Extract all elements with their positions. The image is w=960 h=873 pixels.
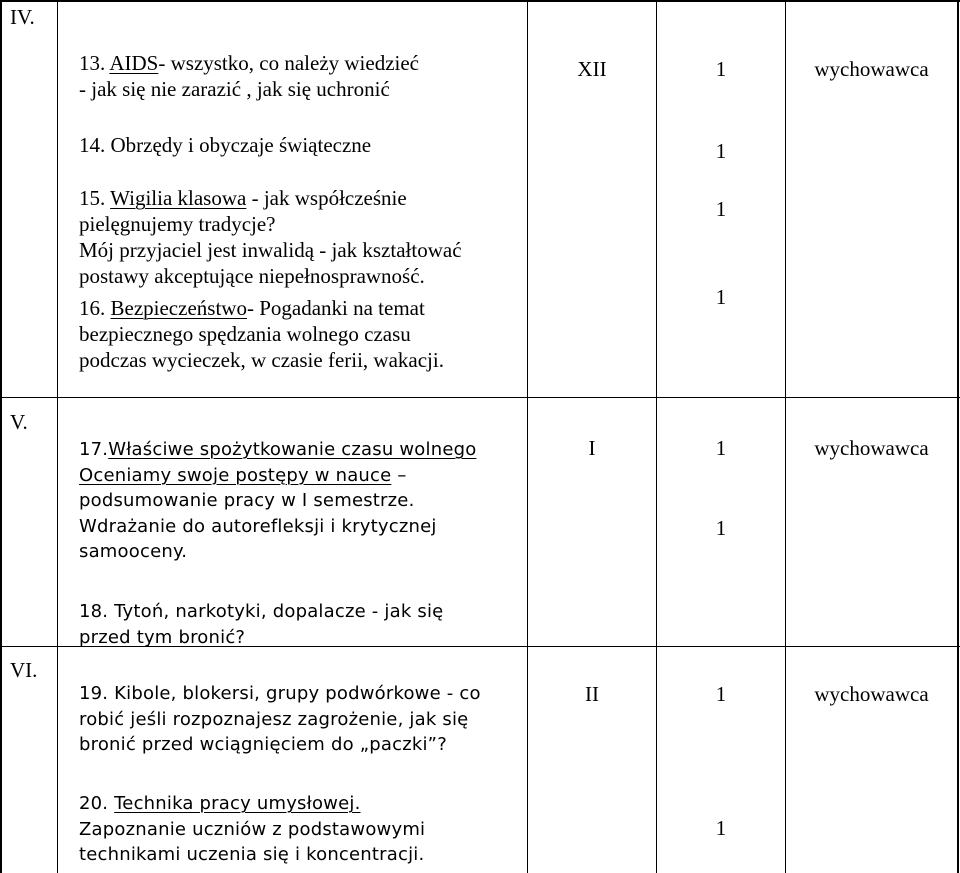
section-label-vi: VI.: [10, 658, 38, 682]
month-ii: II: [585, 682, 599, 706]
hours-15: 1: [715, 197, 727, 221]
topic-16: 16. Bezpieczeństwo- Pogadanki na temat bezpiecznego spędzania wolnego czasu podczas wycieczek, w czasie ferii, wakacji.: [79, 296, 444, 372]
section-label-v: V.: [10, 410, 28, 434]
topic-14: 14. Obrzędy i obyczaje świąteczne: [79, 133, 372, 157]
section-label-iv: IV.: [10, 5, 35, 29]
topic-13: 13. AIDS- wszystko, co należy wiedzieć - jak się nie zarazić , jak się uchronić: [79, 51, 420, 101]
month-xii: XII: [577, 57, 607, 81]
hours-16: 1: [715, 285, 727, 309]
table-left-border: [0, 0, 2, 873]
hours-19: 1: [715, 682, 727, 706]
teacher-vi: wychowawca: [814, 682, 929, 706]
column-divider-1: [57, 0, 58, 873]
teacher-v: wychowawca: [814, 436, 929, 460]
topic-18: 18. Tytoń, narkotyki, dopalacze - jak się przed tym bronić?: [79, 601, 444, 648]
month-i: I: [588, 436, 596, 460]
hours-17b: 1: [715, 516, 727, 540]
table-right-border: [957, 0, 959, 873]
hours-20: 1: [715, 816, 727, 840]
teacher-iv: wychowawca: [814, 57, 929, 81]
topic-17: 17.Właściwe spożytkowanie czasu wolnego Oceniamy swoje postępy w nauce – podsumowanie pracy w I semestrze. Wdrażanie do autorefleksji i krytycznej samooceny.: [79, 439, 477, 562]
hours-17: 1: [715, 436, 727, 460]
hours-13: 1: [715, 57, 727, 81]
row-divider-iv-v: [0, 397, 960, 398]
table-top-border: [0, 0, 960, 2]
topic-20: 20. Technika pracy umysłowej. Zapoznanie uczniów z podstawowymi technikami uczenia się i koncentracji.: [79, 793, 426, 865]
topic-15: 15. Wigilia klasowa - jak współcześnie pielęgnujemy tradycje? Mój przyjaciel jest inwalidą - jak kształtować postawy akceptujące niepełnosprawność.: [79, 186, 462, 288]
hours-14: 1: [715, 139, 727, 163]
topic-19: 19. Kibole, blokersi, grupy podwórkowe - co robić jeśli rozpoznajesz zagrożenie, jak się bronić przed wciągnięciem do „paczki”?: [79, 683, 481, 755]
